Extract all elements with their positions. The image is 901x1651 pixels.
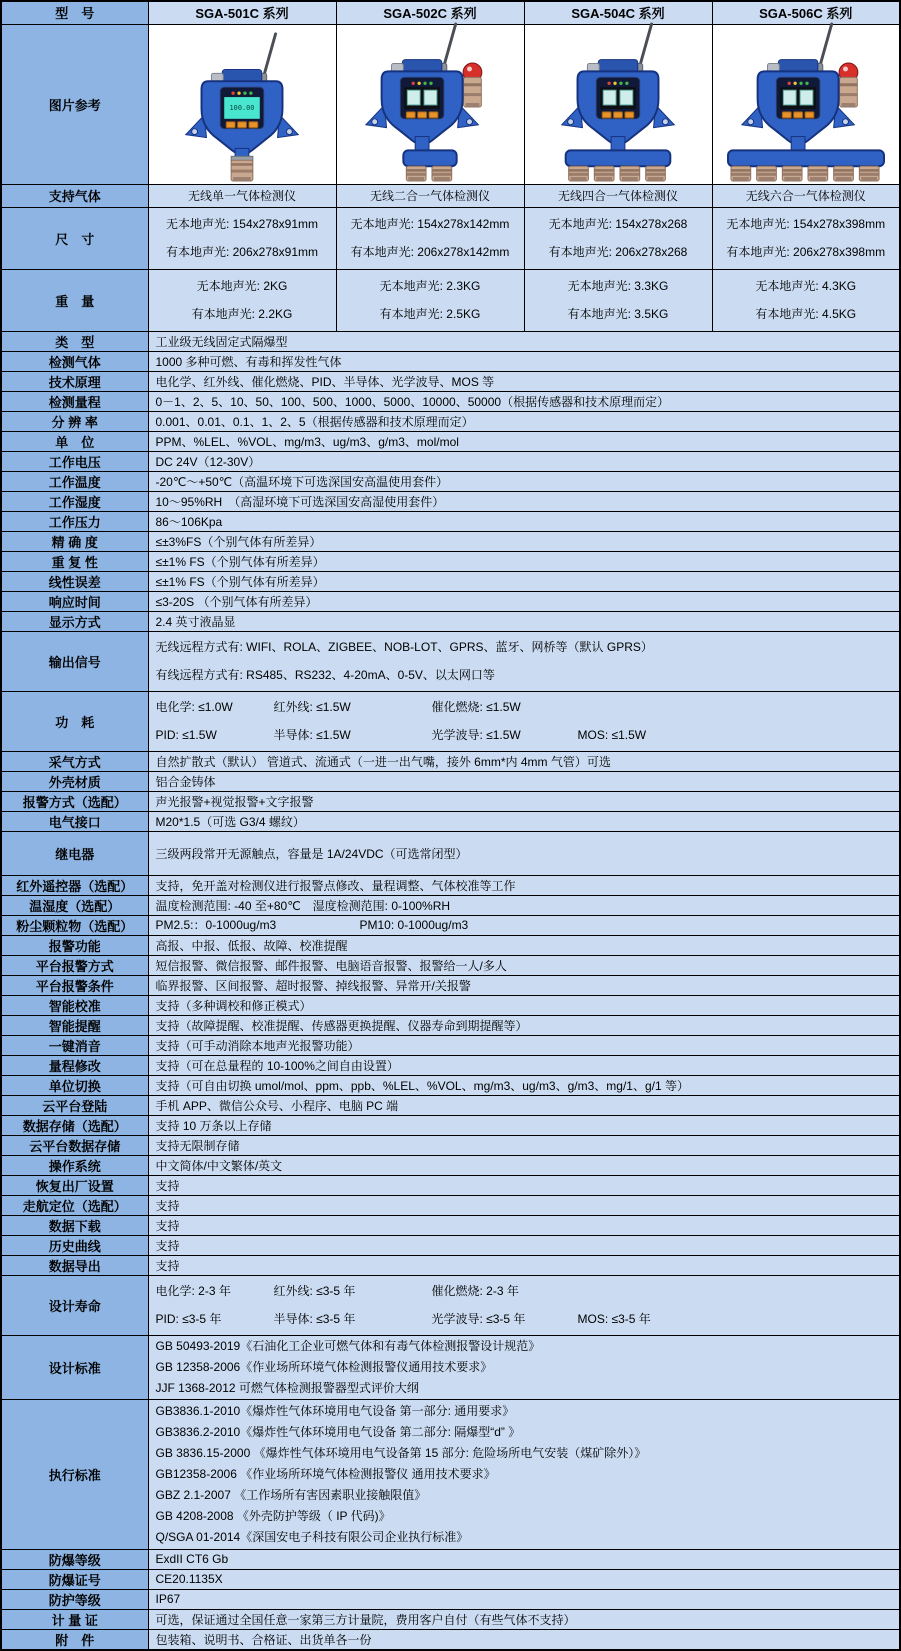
device-photo-cell-2 — [524, 24, 712, 184]
spec-row — [1, 511, 900, 531]
spec-row — [1, 1629, 900, 1650]
spec-row-label-49: 防爆证号 — [1, 1569, 148, 1589]
spec-value-item: 半导体: ≤1.5W — [273, 728, 351, 742]
device-photo-cell-0 — [148, 24, 336, 184]
spec-value: 支持（多种调校和修正模式） — [148, 995, 900, 1015]
spec-row-label-39: 操作系统 — [1, 1155, 148, 1175]
spec-row-label-19: 功 耗 — [1, 691, 148, 751]
spec-value-item — [578, 693, 893, 721]
spec-row — [1, 1399, 900, 1549]
spec-value — [712, 207, 900, 269]
spec-value: 自然扩散式（默认） 管道式、流通式（一进一出气嘴，接外 6mm*内 4mm 气管）可选 — [148, 751, 900, 771]
spec-row-label-21: 外壳材质 — [1, 771, 148, 791]
spec-row-label-43: 历史曲线 — [1, 1235, 148, 1255]
spec-row-label-36: 云平台登陆 — [1, 1095, 148, 1115]
spec-row — [1, 995, 900, 1015]
spec-value: DC 24V（12-30V） — [148, 451, 900, 471]
spec-row — [1, 1135, 900, 1155]
spec-value-item: 光学波导: ≤3-5 年 — [431, 1312, 526, 1326]
spec-value — [148, 691, 900, 751]
spec-value-line: 无本地声光: 154x278x142mm — [350, 217, 510, 231]
spec-row-label-37: 数据存储（选配） — [1, 1115, 148, 1135]
spec-value-item: 光学波导: ≤1.5W — [431, 728, 521, 742]
spec-value-line: 有本地声光: 206x278x142mm — [350, 245, 510, 259]
spec-value: 支持 — [148, 1215, 900, 1235]
spec-row-label-4: 检测气体 — [1, 351, 148, 371]
spec-row — [1, 1549, 900, 1569]
spec-row — [1, 531, 900, 551]
spec-value: 电化学、红外线、催化燃烧、PID、半导体、光学波导、MOS 等 — [148, 371, 900, 391]
spec-row-label-52: 附 件 — [1, 1629, 148, 1650]
spec-row-label-24: 继电器 — [1, 831, 148, 875]
device-photo-cell-3 — [712, 24, 900, 184]
spec-value: 无线四合一气体检测仪 — [524, 184, 712, 207]
spec-value: 2.4 英寸液晶显 — [148, 611, 900, 631]
spec-value: 支持无限制存储 — [148, 1135, 900, 1155]
spec-row — [1, 771, 900, 791]
spec-row — [1, 1175, 900, 1195]
spec-value: 1000 多种可燃、有毒和挥发性气体 — [148, 351, 900, 371]
spec-value: PPM、%LEL、%VOL、mg/m3、ug/m3、g/m3、mol/mol — [148, 431, 900, 451]
image-row-label: 图片参考 — [1, 24, 148, 184]
spec-row-label-47: 执行标准 — [1, 1399, 148, 1549]
spec-value — [712, 269, 900, 331]
spec-row-label-5: 技术原理 — [1, 371, 148, 391]
header-model-3: SGA-506C 系列 — [712, 1, 900, 24]
spec-row-label-23: 电气接口 — [1, 811, 148, 831]
spec-value: 工业级无线固定式隔爆型 — [148, 331, 900, 351]
spec-row — [1, 1075, 900, 1095]
spec-value: ExdII CT6 Gb — [148, 1549, 900, 1569]
spec-row-label-30: 平台报警条件 — [1, 975, 148, 995]
header-model-1: SGA-502C 系列 — [336, 1, 524, 24]
spec-value-line: GB 12358-2006《作业场所环境气体检测报警仪通用技术要求》 — [155, 1359, 493, 1374]
spec-row — [1, 1115, 900, 1135]
spec-row-label-2: 重 量 — [1, 269, 148, 331]
spec-row-label-6: 检测量程 — [1, 391, 148, 411]
spec-value: 10～95%RH （高湿环境下可选深国安高湿使用套件） — [148, 491, 900, 511]
spec-row-label-51: 计 量 证 — [1, 1609, 148, 1629]
spec-value: 支持 — [148, 1195, 900, 1215]
spec-value-line: 有本地声光: 206x278x268 — [548, 245, 688, 259]
spec-value-line: 无本地声光: 154x278x398mm — [726, 217, 886, 231]
spec-value-line: GB 4208-2008 《外壳防护等级（ IP 代码)》 — [155, 1508, 391, 1523]
spec-row — [1, 551, 900, 571]
spec-row — [1, 1035, 900, 1055]
spec-value-item: MOS: ≤1.5W — [577, 728, 647, 742]
spec-row — [1, 1195, 900, 1215]
spec-row-label-25: 红外遥控器（选配） — [1, 875, 148, 895]
spec-row-label-10: 工作温度 — [1, 471, 148, 491]
spec-value: 三级两段常开无源触点，容量是 1A/24VDC（可选常闭型） — [148, 831, 900, 875]
spec-row-label-44: 数据导出 — [1, 1255, 148, 1275]
spec-value-item: 电化学: 2-3 年 — [155, 1284, 231, 1298]
spec-value-line: 有本地声光: 206x278x91mm — [165, 245, 319, 259]
spec-value: 支持 — [148, 1235, 900, 1255]
spec-row — [1, 1275, 900, 1335]
spec-value: 支持（可手动消除本地声光报警功能） — [148, 1035, 900, 1055]
spec-value-line: 无线远程方式有: WIFI、ROLA、ZIGBEE、NOB-LOT、GPRS、蓝牙、网桥等（默认 GPRS） — [155, 640, 653, 654]
spec-row-label-1: 尺 寸 — [1, 207, 148, 269]
spec-row — [1, 184, 900, 207]
spec-value-line: 无本地声光: 154x278x91mm — [165, 217, 319, 231]
header-model-0: SGA-501C 系列 — [148, 1, 336, 24]
spec-row — [1, 451, 900, 471]
spec-value — [148, 1399, 900, 1549]
spec-value-item: 电化学: ≤1.0W — [155, 700, 233, 714]
device-photo-SGA-504C — [525, 26, 711, 182]
spec-value-line: 无本地声光: 2.3KG — [379, 279, 481, 293]
device-photo-SGA-502C — [337, 26, 523, 182]
spec-value: 支持（可在总量程的 10-100%之间自由设置） — [148, 1055, 900, 1075]
spec-row — [1, 207, 900, 269]
header-row — [1, 1, 900, 24]
device-photo-cell-1 — [336, 24, 524, 184]
spec-row — [1, 691, 900, 751]
spec-value: 支持（故障提醒、校准提醒、传感器更换提醒、仪器寿命到期提醒等） — [148, 1015, 900, 1035]
spec-value-line: GB 50493-2019《石油化工企业可燃气体和有毒气体检测报警设计规范》 — [155, 1338, 541, 1353]
spec-value-line: 有线远程方式有: RS485、RS232、4-20mA、0-5V、以太网口等 — [155, 668, 495, 682]
spec-row — [1, 269, 900, 331]
spec-value-item: PID: ≤3-5 年 — [155, 1312, 222, 1326]
svg-text:100.00: 100.00 — [229, 103, 255, 112]
spec-row-label-42: 数据下载 — [1, 1215, 148, 1235]
spec-row — [1, 391, 900, 411]
spec-row-label-26: 温湿度（选配） — [1, 895, 148, 915]
spec-value: M20*1.5（可选 G3/4 螺纹） — [148, 811, 900, 831]
spec-value-line: 无本地声光: 154x278x268 — [548, 217, 688, 231]
spec-value-item — [578, 1277, 893, 1305]
spec-value-line: GB12358-2006 《作业场所环境气体检测报警仪 通用技术要求》 — [155, 1466, 496, 1481]
spec-value-line: 无本地声光: 2KG — [196, 279, 288, 293]
spec-value-line: 有本地声光: 2.2KG — [191, 307, 293, 321]
spec-value: -20℃～+50℃（高温环境下可选深国安高温使用套件） — [148, 471, 900, 491]
spec-value-item: 催化燃烧: ≤1.5W — [431, 700, 521, 714]
spec-value-item: MOS: ≤3-5 年 — [577, 1312, 651, 1326]
spec-row — [1, 631, 900, 691]
spec-value: 支持（可自由切换 umol/mol、ppm、ppb、%LEL、%VOL、mg/m3、ug/m3、g/m3、mg/1、g/1 等） — [148, 1075, 900, 1095]
spec-row-label-34: 量程修改 — [1, 1055, 148, 1075]
spec-row — [1, 831, 900, 875]
spec-row — [1, 591, 900, 611]
spec-row-label-45: 设计寿命 — [1, 1275, 148, 1335]
spec-value: 无线六合一气体检测仪 — [712, 184, 900, 207]
spec-value: 温度检测范围: -40 至+80℃ 湿度检测范围: 0-100%RH — [148, 895, 900, 915]
spec-row — [1, 955, 900, 975]
spec-row — [1, 471, 900, 491]
spec-value-item: 红外线: ≤1.5W — [273, 700, 351, 714]
header-model-label: 型 号 — [1, 1, 148, 24]
spec-value — [524, 269, 712, 331]
spec-value — [148, 631, 900, 691]
spec-value — [148, 269, 336, 331]
spec-value-item: 半导体: ≤3-5 年 — [273, 1312, 356, 1326]
spec-row-label-48: 防爆等级 — [1, 1549, 148, 1569]
spec-value — [336, 207, 524, 269]
spec-value-item: PID: ≤1.5W — [155, 728, 217, 742]
spec-value-line: 无本地声光: 4.3KG — [755, 279, 857, 293]
spec-value: 无线二合一气体检测仪 — [336, 184, 524, 207]
spec-row — [1, 895, 900, 915]
spec-value — [148, 1335, 900, 1399]
spec-row-label-11: 工作湿度 — [1, 491, 148, 511]
spec-row — [1, 791, 900, 811]
spec-value: IP67 — [148, 1589, 900, 1609]
spec-row — [1, 1569, 900, 1589]
spec-row-label-41: 走航定位（选配） — [1, 1195, 148, 1215]
spec-value: 可选，保证通过全国任意一家第三方计量院，费用客户自付（有些气体不支持） — [148, 1609, 900, 1629]
spec-row-label-32: 智能提醒 — [1, 1015, 148, 1035]
spec-value-line: GB3836.2-2010《爆炸性气体环境用电气设备 第二部分: 隔爆型“d” 》 — [155, 1424, 521, 1439]
image-row — [1, 24, 900, 184]
spec-value-item: PM10: 0-1000ug/m3 — [359, 917, 469, 932]
spec-value-item: 红外线: ≤3-5 年 — [273, 1284, 356, 1298]
spec-row-label-15: 线性误差 — [1, 571, 148, 591]
spec-value: 支持，免开盖对检测仪进行报警点修改、量程调整、气体校准等工作 — [148, 875, 900, 895]
spec-value-line: 有本地声光: 2.5KG — [379, 307, 481, 321]
spec-row-label-31: 智能校准 — [1, 995, 148, 1015]
spec-value: 0－1、2、5、10、50、100、500、1000、5000、10000、50000（根据传感器和技术原理而定） — [148, 391, 900, 411]
spec-value: 支持 — [148, 1255, 900, 1275]
spec-row-label-33: 一键消音 — [1, 1035, 148, 1055]
spec-value — [148, 915, 900, 935]
spec-value: ≤±1% FS（个别气体有所差异） — [148, 571, 900, 591]
spec-row-label-3: 类 型 — [1, 331, 148, 351]
spec-row — [1, 975, 900, 995]
spec-value-line: 有本地声光: 3.5KG — [567, 307, 669, 321]
header-model-2: SGA-504C 系列 — [524, 1, 712, 24]
spec-row-label-12: 工作压力 — [1, 511, 148, 531]
spec-row — [1, 1015, 900, 1035]
spec-value: 86～106Kpa — [148, 511, 900, 531]
spec-row-label-22: 报警方式（选配） — [1, 791, 148, 811]
spec-value: 临界报警、区间报警、超时报警、掉线报警、异常开/关报警 — [148, 975, 900, 995]
spec-value — [524, 207, 712, 269]
spec-row — [1, 431, 900, 451]
spec-value: 支持 10 万条以上存储 — [148, 1115, 900, 1135]
spec-value — [148, 1275, 900, 1335]
spec-value-item: 催化燃烧: 2-3 年 — [431, 1284, 519, 1298]
spec-value-line: 无本地声光: 3.3KG — [567, 279, 669, 293]
spec-row — [1, 351, 900, 371]
spec-value: ≤3-20S （个别气体有所差异） — [148, 591, 900, 611]
spec-value: 声光报警+视觉报警+文字报警 — [148, 791, 900, 811]
spec-row-label-29: 平台报警方式 — [1, 955, 148, 975]
spec-row — [1, 915, 900, 935]
spec-value-line: Q/SGA 01-2014《深国安电子科技有限公司企业执行标准》 — [155, 1529, 469, 1544]
spec-value: 短信报警、微信报警、邮件报警、电脑语音报警、报警给一人/多人 — [148, 955, 900, 975]
spec-value-line: 有本地声光: 206x278x398mm — [726, 245, 886, 259]
spec-value-line: GB3836.1-2010《爆炸性气体环境用电气设备 第一部分: 通用要求》 — [155, 1403, 515, 1418]
spec-row-label-20: 采气方式 — [1, 751, 148, 771]
device-photo-SGA-501C — [149, 26, 335, 182]
spec-value-line: GBZ 2.1-2007 《工作场所有害因素职业接触限值》 — [155, 1487, 427, 1502]
spec-row — [1, 371, 900, 391]
spec-row — [1, 1235, 900, 1255]
spec-row-label-28: 报警功能 — [1, 935, 148, 955]
spec-value-line: 有本地声光: 4.5KG — [755, 307, 857, 321]
spec-row — [1, 1255, 900, 1275]
spec-row — [1, 1095, 900, 1115]
spec-value — [148, 207, 336, 269]
spec-row-label-9: 工作电压 — [1, 451, 148, 471]
spec-value: 铝合金铸体 — [148, 771, 900, 791]
spec-row — [1, 1589, 900, 1609]
device-photo-SGA-506C — [713, 26, 899, 182]
spec-value: 手机 APP、微信公众号、小程序、电脑 PC 端 — [148, 1095, 900, 1115]
spec-row — [1, 611, 900, 631]
spec-row — [1, 811, 900, 831]
spec-value: 包装箱、说明书、合格证、出货单各一份 — [148, 1629, 900, 1650]
spec-value: 中文简体/中文繁体/英文 — [148, 1155, 900, 1175]
spec-row-label-17: 显示方式 — [1, 611, 148, 631]
spec-value: ≤±3%FS（个别气体有所差异） — [148, 531, 900, 551]
spec-value: 0.001、0.01、0.1、1、2、5（根据传感器和技术原理而定） — [148, 411, 900, 431]
spec-value: 无线单一气体检测仪 — [148, 184, 336, 207]
spec-row-label-14: 重 复 性 — [1, 551, 148, 571]
spec-row-label-7: 分 辨 率 — [1, 411, 148, 431]
spec-row-label-40: 恢复出厂设置 — [1, 1175, 148, 1195]
spec-value: CE20.1135X — [148, 1569, 900, 1589]
spec-value: 支持 — [148, 1175, 900, 1195]
spec-row — [1, 1215, 900, 1235]
spec-value — [336, 269, 524, 331]
spec-value: ≤±1% FS（个别气体有所差异） — [148, 551, 900, 571]
spec-row-label-50: 防护等级 — [1, 1589, 148, 1609]
spec-row-label-27: 粉尘颗粒物（选配） — [1, 915, 148, 935]
spec-row — [1, 935, 900, 955]
spec-row — [1, 1155, 900, 1175]
spec-row — [1, 331, 900, 351]
spec-value-item: PM2.5:：0-1000ug/m3 — [155, 917, 277, 932]
spec-row-label-0: 支持气体 — [1, 184, 148, 207]
spec-row-label-38: 云平台数据存储 — [1, 1135, 148, 1155]
spec-value-line: GB 3836.15-2000 《爆炸性气体环境用电气设备第 15 部分: 危险场所电气安装（煤矿除外）》 — [155, 1445, 647, 1460]
spec-row — [1, 411, 900, 431]
spec-row-label-35: 单位切换 — [1, 1075, 148, 1095]
spec-row-label-46: 设计标准 — [1, 1335, 148, 1399]
spec-value-line: JJF 1368-2012 可燃气体检测报警器型式评价大纲 — [155, 1380, 419, 1395]
spec-row-label-18: 输出信号 — [1, 631, 148, 691]
spec-row — [1, 1609, 900, 1629]
spec-row-label-13: 精 确 度 — [1, 531, 148, 551]
spec-row — [1, 571, 900, 591]
spec-value: 高报、中报、低报、故障、校准提醒 — [148, 935, 900, 955]
spec-row — [1, 751, 900, 771]
spec-row — [1, 875, 900, 895]
spec-row-label-8: 单 位 — [1, 431, 148, 451]
spec-row — [1, 1055, 900, 1075]
spec-row — [1, 491, 900, 511]
spec-row-label-16: 响应时间 — [1, 591, 148, 611]
spec-row — [1, 1335, 900, 1399]
